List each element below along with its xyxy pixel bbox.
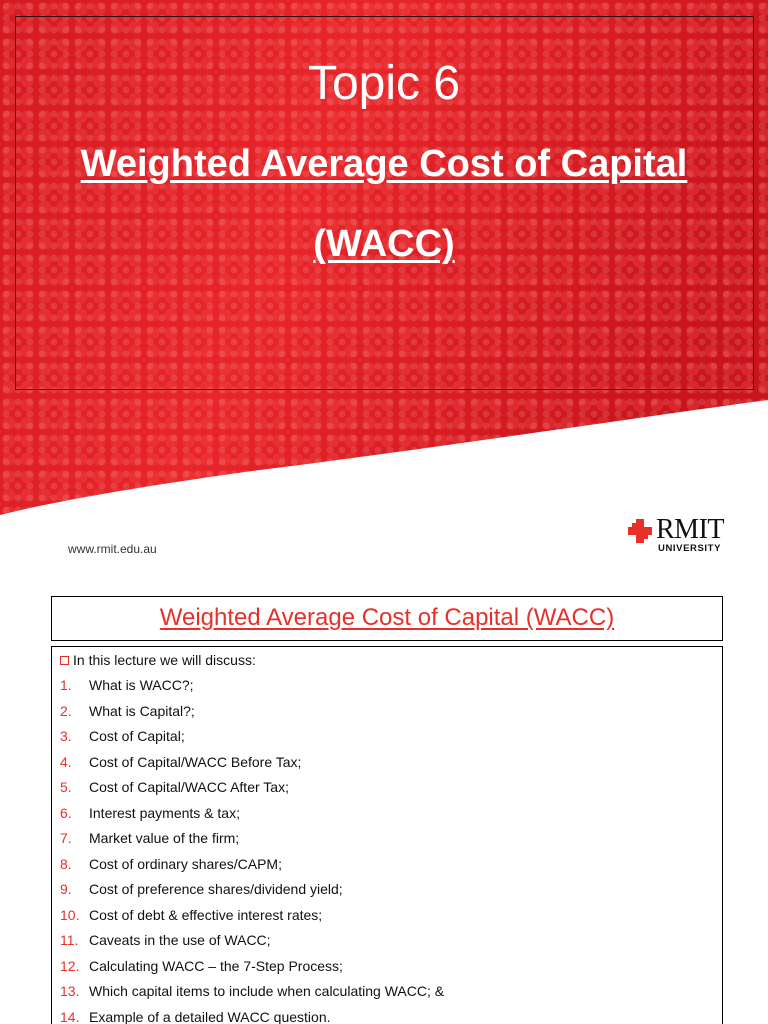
website-url: www.rmit.edu.au xyxy=(68,542,157,556)
logo-wordmark: RMIT xyxy=(656,514,724,545)
list-item xyxy=(60,805,710,831)
item-number: 1. xyxy=(60,677,72,693)
item-number: 4. xyxy=(60,753,72,770)
main-title-line2: (WACC) xyxy=(313,223,455,265)
main-title-line1: Weighted Average Cost of Capital xyxy=(80,143,688,185)
item-number: 11. xyxy=(60,932,79,948)
item-number: 2. xyxy=(60,702,72,719)
item-text: Market value of the firm; xyxy=(89,830,240,846)
item-text: Example of a detailed WACC question. xyxy=(89,1008,331,1024)
list-item xyxy=(60,677,710,703)
list-item xyxy=(60,958,710,984)
item-text: Cost of preference shares/dividend yield; xyxy=(89,881,343,897)
list-item xyxy=(60,728,710,754)
item-text: Caveats in the use of WACC; xyxy=(89,932,271,948)
topic-title: Topic 6 xyxy=(307,57,461,110)
item-number: 5. xyxy=(60,779,72,795)
list-item xyxy=(60,983,710,1009)
list-item xyxy=(60,779,710,805)
list-item xyxy=(60,932,710,958)
heading-box xyxy=(51,596,723,641)
item-number: 7. xyxy=(60,830,72,846)
item-text: Cost of ordinary shares/CAPM; xyxy=(89,855,282,872)
item-text: Cost of Capital/WACC Before Tax; xyxy=(89,753,302,770)
item-number: 9. xyxy=(60,881,72,897)
list-item xyxy=(60,754,710,780)
logo-subtitle: UNIVERSITY xyxy=(658,543,722,554)
item-text: What is WACC?; xyxy=(89,677,194,693)
list-item xyxy=(60,856,710,882)
item-number: 6. xyxy=(60,804,72,821)
intro-line xyxy=(60,652,256,668)
item-number: 13. xyxy=(60,983,80,999)
item-text: What is Capital?; xyxy=(89,702,195,719)
list-item xyxy=(60,907,710,933)
item-number: 8. xyxy=(60,855,72,872)
list-item xyxy=(60,830,710,856)
content-box xyxy=(51,646,723,1024)
list-item xyxy=(60,1009,710,1024)
item-number: 12. xyxy=(60,957,80,974)
item-text: Cost of Capital; xyxy=(89,728,185,744)
checkbox-bullet-icon xyxy=(60,656,69,665)
rmit-logo xyxy=(628,516,738,556)
item-text: Cost of debt & effective interest rates; xyxy=(89,906,323,923)
item-text: Which capital items to include when calculating WACC; & xyxy=(89,983,445,999)
item-number: 14. xyxy=(60,1008,80,1024)
list-item xyxy=(60,881,710,907)
item-text: Cost of Capital/WACC After Tax; xyxy=(89,779,289,795)
item-text: Interest payments & tax; xyxy=(89,804,240,821)
item-number: 10. xyxy=(60,906,80,923)
agenda-slide xyxy=(0,576,768,1024)
list-item xyxy=(60,703,710,729)
intro-text: In this lecture we will discuss: xyxy=(73,652,256,668)
slide-heading: Weighted Average Cost of Capital (WACC) xyxy=(159,604,615,631)
rmit-pixel-icon xyxy=(628,519,652,543)
item-text: Calculating WACC – the 7-Step Process; xyxy=(89,957,343,974)
item-number: 3. xyxy=(60,728,72,744)
topic-list xyxy=(60,677,710,1024)
